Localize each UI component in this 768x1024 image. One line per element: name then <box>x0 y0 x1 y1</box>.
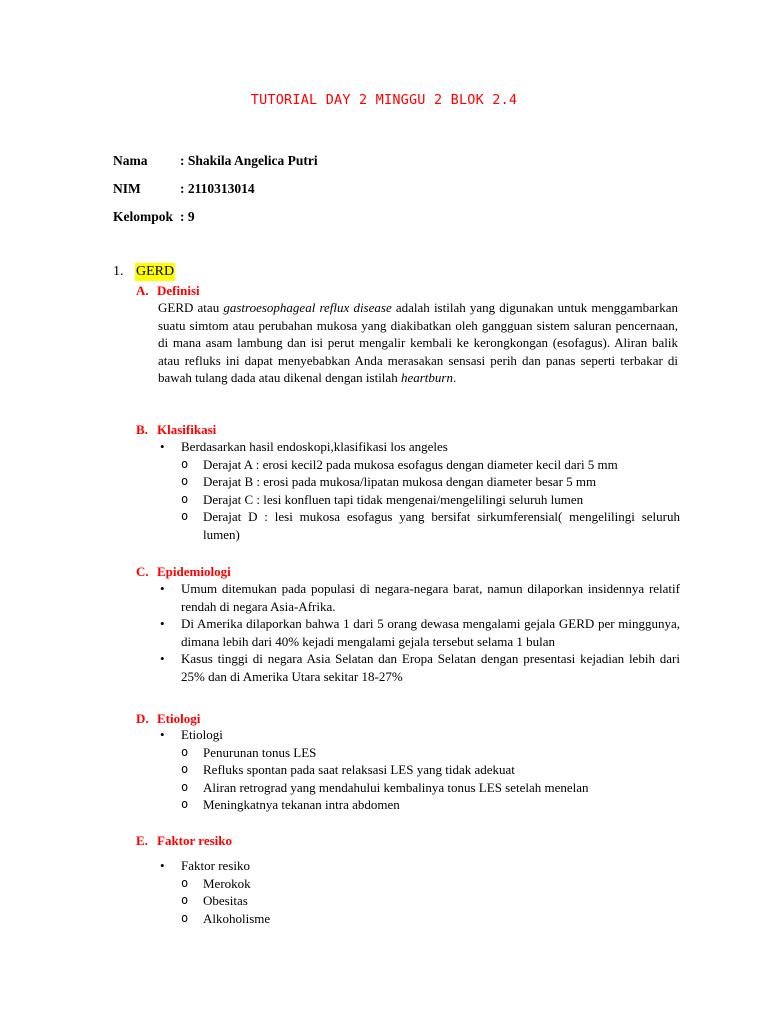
subheading-title: Klasifikasi <box>157 422 217 437</box>
definisi-term: gastroesophageal reflux disease <box>223 300 392 315</box>
identity-label: Nama <box>113 153 148 168</box>
list-item: o Derajat D : lesi mukosa esofagus yang bersifat sirkumferensial( mengelilingi seluruh lumen) <box>160 508 680 543</box>
subheading-title: Epidemiologi <box>157 564 231 579</box>
list-item: o Merokok <box>160 875 680 893</box>
identity-label: NIM <box>113 181 141 196</box>
section-number: 1. <box>113 264 124 279</box>
subheading-title: Definisi <box>157 283 200 298</box>
identity-value: : Shakila Angelica Putri <box>180 153 318 168</box>
list-item: • Berdasarkan hasil endoskopi,klasifikasi los angeles <box>160 438 680 456</box>
subheading-letter: D. <box>136 711 149 726</box>
epidemiologi-list <box>160 580 680 685</box>
klasifikasi-list <box>160 438 680 543</box>
faktor-resiko-list <box>160 857 680 927</box>
list-item: • Umum ditemukan pada populasi di negara-negara barat, namun dilaporkan insidennya relatif rendah di negara Asia-Afrika. <box>160 580 680 615</box>
list-item: o Derajat C : lesi konfluen tapi tidak mengenai/mengelilingi seluruh lumen <box>160 491 680 509</box>
subheading-letter: B. <box>136 422 148 437</box>
list-item: o Penurunan tonus LES <box>160 744 680 762</box>
definisi-text: . <box>452 370 457 385</box>
list-item: o Refluks spontan pada saat relaksasi LES yang tidak adekuat <box>160 761 680 779</box>
subheading-title: Etiologi <box>157 711 201 726</box>
list-item: o Derajat A : erosi kecil2 pada mukosa esofagus dengan diameter kecil dari 5 mm <box>160 456 680 474</box>
document-title: TUTORIAL DAY 2 MINGGU 2 BLOK 2.4 <box>250 92 518 108</box>
definisi-term: heartburn <box>400 370 453 385</box>
definisi-paragraph <box>158 299 678 387</box>
list-item: o Derajat B : erosi pada mukosa/lipatan mukosa dengan diameter besar 5 mm <box>160 473 680 491</box>
list-item: • Di Amerika dilaporkan bahwa 1 dari 5 orang dewasa mengalami gejala GERD per minggunya, dimana lebih dari 40% kejadi mengalami gejala tersebut selama 1 bulan <box>160 615 680 650</box>
subheading-letter: C. <box>136 564 149 579</box>
list-item: o Aliran retrograd yang mendahului kembalinya tonus LES setelah menelan <box>160 779 680 797</box>
subheading-letter: A. <box>136 283 149 298</box>
identity-label: Kelompok <box>113 209 174 224</box>
list-item: • Faktor resiko <box>160 857 680 875</box>
etiologi-list <box>160 726 680 814</box>
section-title: GERD <box>136 264 175 279</box>
list-item: o Alkoholisme <box>160 910 680 928</box>
subheading-title: Faktor resiko <box>157 833 232 848</box>
list-item: • Etiologi <box>160 726 680 744</box>
definisi-text: adalah istilah yang digunakan untuk menggambarkan suatu simtom atau perubahan mukosa yang diakibatkan oleh gangguan sistem saluran pencernaan, di mana asam lambung dan isi perut mengalir kembali ke kerongkongan (esofagus). Aliran balik atau refluks ini dapat menyebabkan Anda merasakan sensasi perih dan panas seperti terbakar di bawah tulang dada atau dikenal dengan istilah <box>158 300 678 385</box>
identity-value: : 9 <box>180 209 195 224</box>
identity-value: : 2110313014 <box>180 181 255 196</box>
list-item: o Obesitas <box>160 892 680 910</box>
list-item: • Kasus tinggi di negara Asia Selatan dan Eropa Selatan dengan presentasi kejadian lebih dari 25% dan di Amerika Utara sekitar 18-27% <box>160 650 680 685</box>
definisi-text: GERD atau <box>158 300 224 315</box>
subheading-letter: E. <box>136 833 148 848</box>
list-item: o Meningkatnya tekanan intra abdomen <box>160 796 680 814</box>
